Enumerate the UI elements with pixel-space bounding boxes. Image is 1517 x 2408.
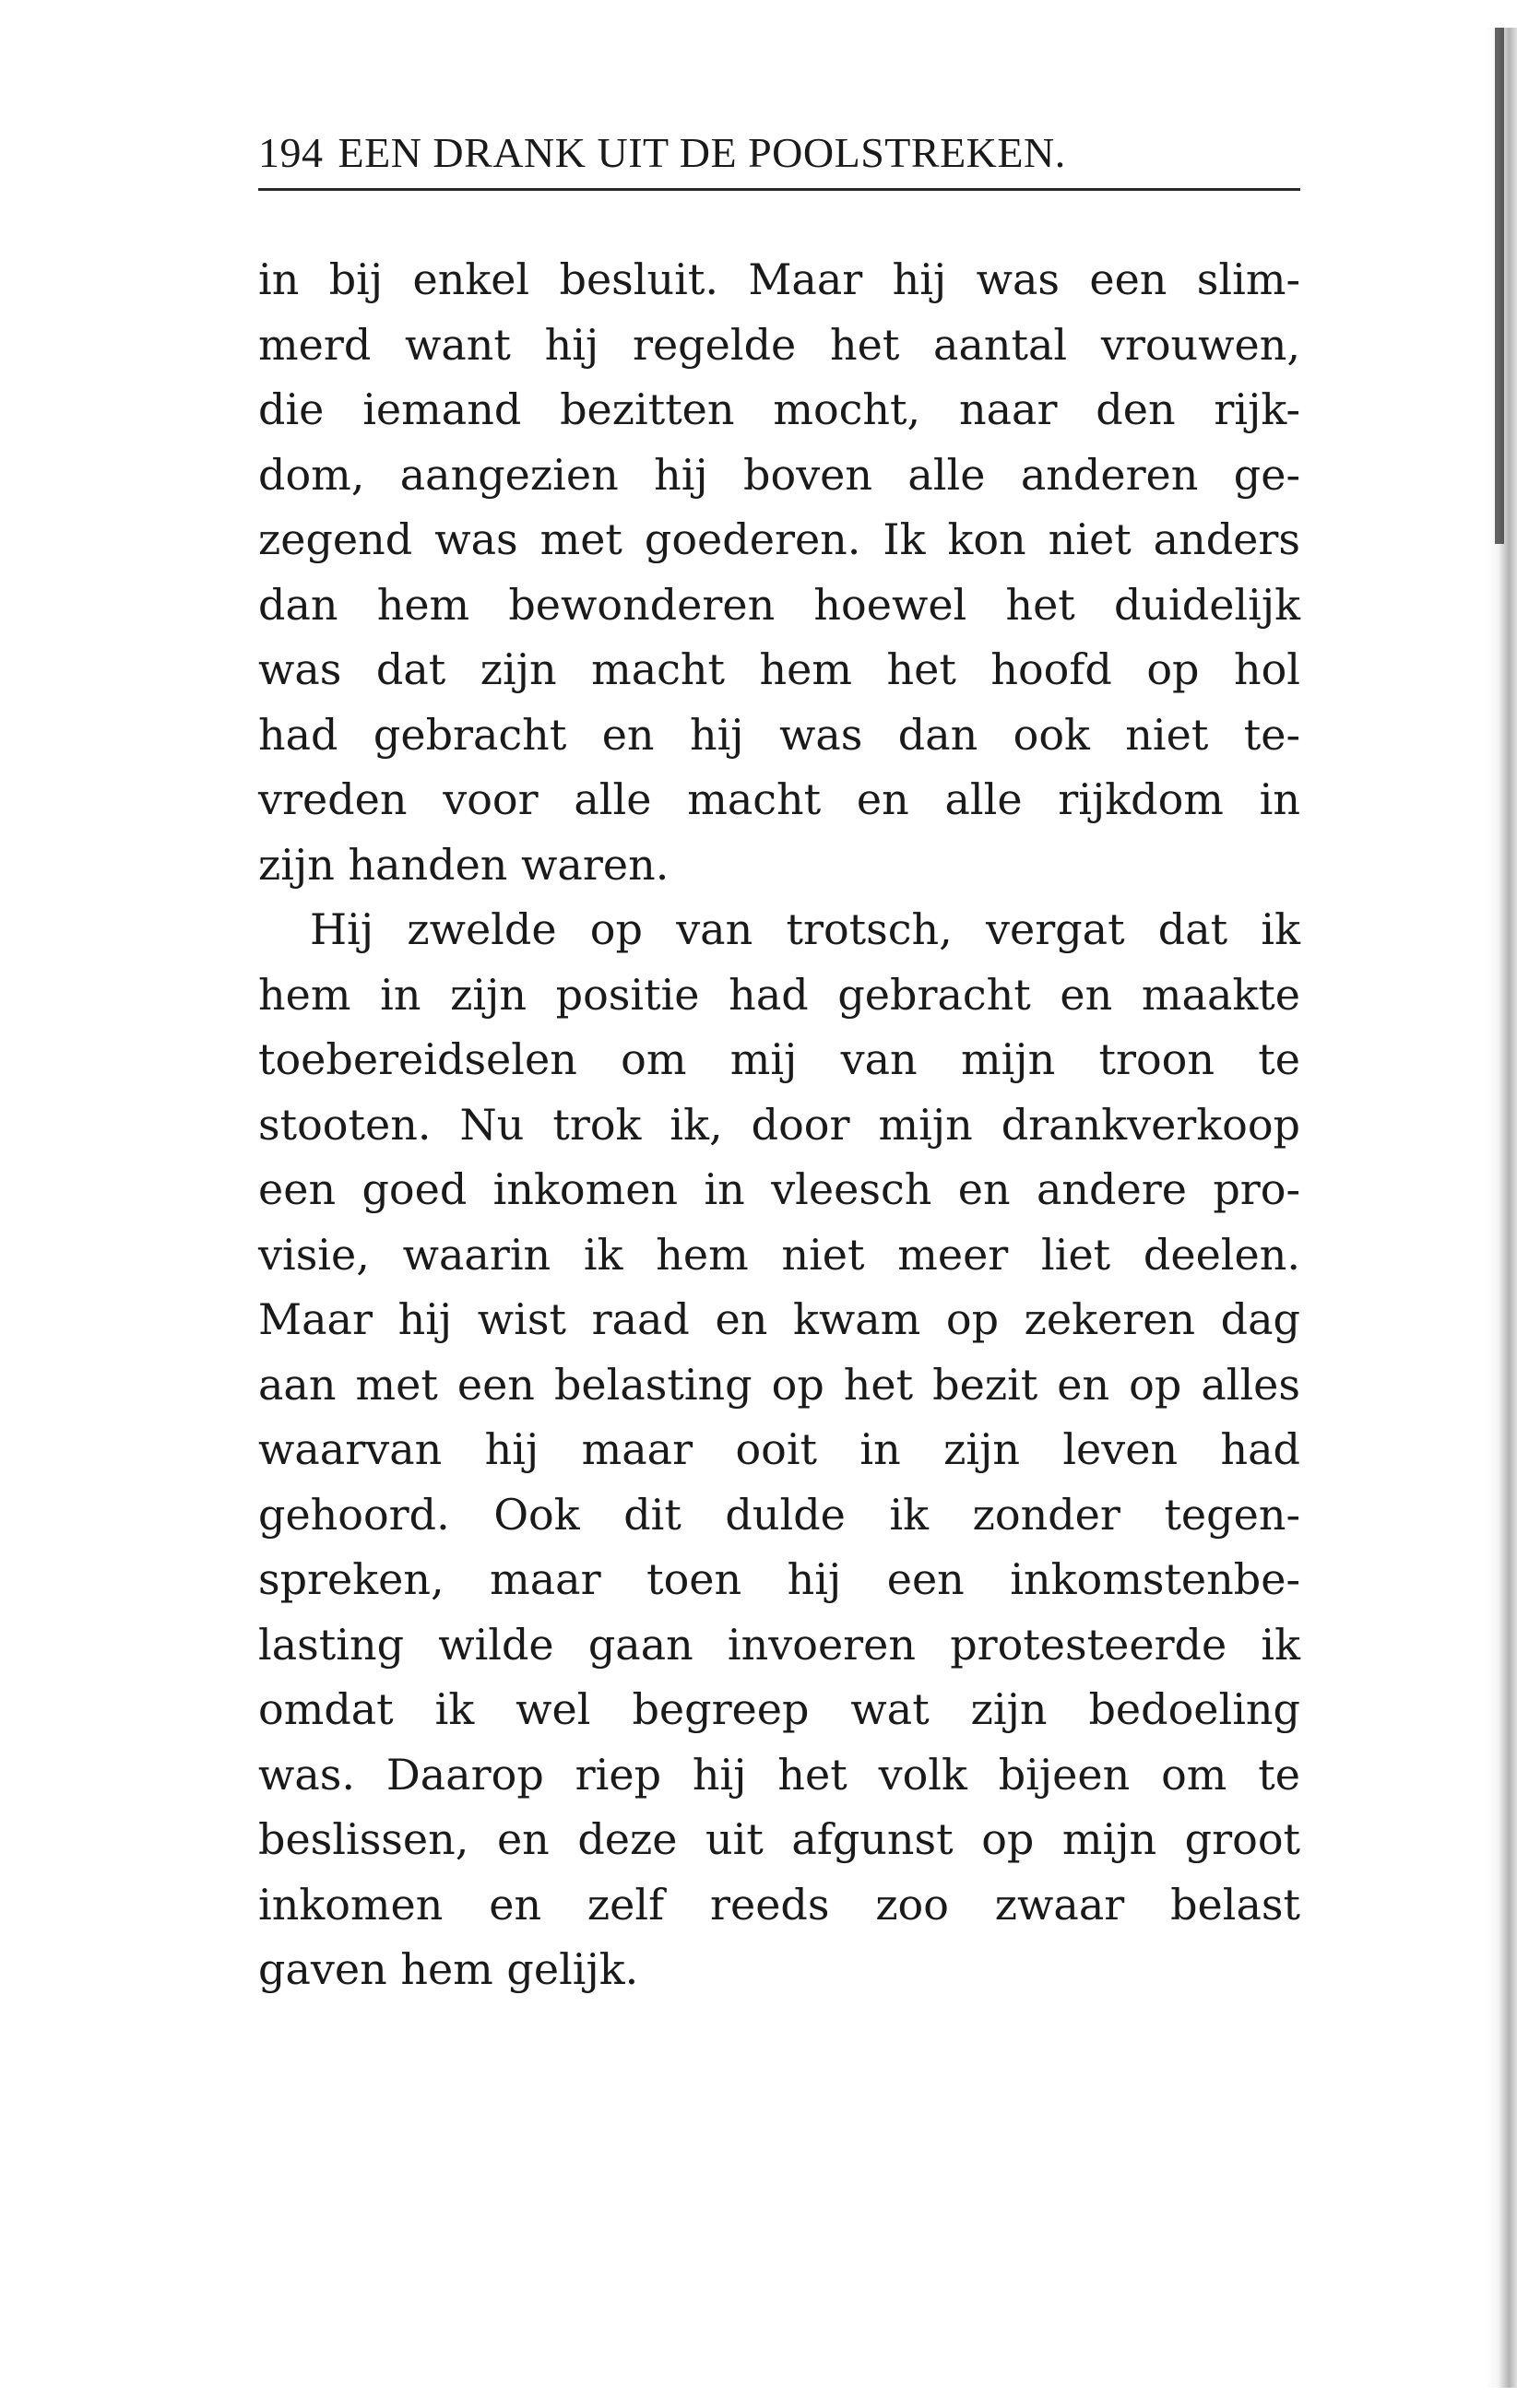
- scan-edge-dark-band: [1495, 28, 1504, 544]
- text-line: gehoord. Ook dit dulde ik zonder tegen-: [258, 1489, 1300, 1540]
- paragraph-2: [258, 897, 1300, 2002]
- text-line: zijn handen waren.: [258, 839, 670, 890]
- running-header: [258, 127, 1300, 191]
- text-line: zegend was met goederen. Ik kon niet anders: [258, 514, 1300, 564]
- text-line: gaven hem gelijk.: [258, 1944, 639, 1994]
- running-title: EEN DRANK UIT DE POOLSTREKEN.: [338, 129, 1066, 176]
- text-line: had gebracht en hij was dan ook niet te-: [258, 709, 1300, 760]
- body-text: [258, 247, 1300, 2002]
- text-line: merd want hij regelde het aantal vrouwen,: [258, 319, 1300, 370]
- text-line: aan met een belasting op het bezit en op alles: [258, 1359, 1300, 1410]
- text-line: beslissen, en deze uit afgunst op mijn groot: [258, 1814, 1300, 1864]
- text-line: lasting wilde gaan invoeren protesteerde ik: [258, 1619, 1300, 1670]
- text-line: omdat ik wel begreep wat zijn bedoeling: [258, 1684, 1300, 1734]
- text-line: visie, waarin ik hem niet meer liet deelen.: [258, 1229, 1300, 1280]
- text-line: waarvan hij maar ooit in zijn leven had: [258, 1424, 1300, 1474]
- text-line: hem in zijn positie had gebracht en maakte: [258, 969, 1300, 1020]
- text-line: een goed inkomen in vleesch en andere pro-: [258, 1164, 1300, 1214]
- text-line: Maar hij wist raad en kwam op zekeren dag: [258, 1294, 1300, 1344]
- text-line: Hij zwelde op van trotsch, vergat dat ik: [310, 904, 1300, 954]
- text-line: was dat zijn macht hem het hoofd op hol: [258, 644, 1300, 694]
- text-line: stooten. Nu trok ik, door mijn drankverkoop: [258, 1099, 1300, 1150]
- paragraph-1: [258, 247, 1300, 897]
- text-line: die iemand bezitten mocht, naar den rijk-: [258, 384, 1300, 434]
- text-line: toebereidselen om mij van mijn troon te: [258, 1034, 1300, 1084]
- text-line: dan hem bewonderen hoewel het duidelijk: [258, 579, 1300, 630]
- page-number: 194: [258, 129, 324, 176]
- text-line: dom, aangezien hij boven alle anderen ge-: [258, 449, 1300, 500]
- text-line: in bij enkel besluit. Maar hij was een slim-: [258, 254, 1300, 304]
- text-line: was. Daarop riep hij het volk bijeen om te: [258, 1749, 1300, 1800]
- text-line: spreken, maar toen hij een inkomstenbe-: [258, 1554, 1300, 1604]
- text-line: inkomen en zelf reeds zoo zwaar belast: [258, 1879, 1300, 1930]
- text-line: vreden voor alle macht en alle rijkdom in: [258, 774, 1300, 824]
